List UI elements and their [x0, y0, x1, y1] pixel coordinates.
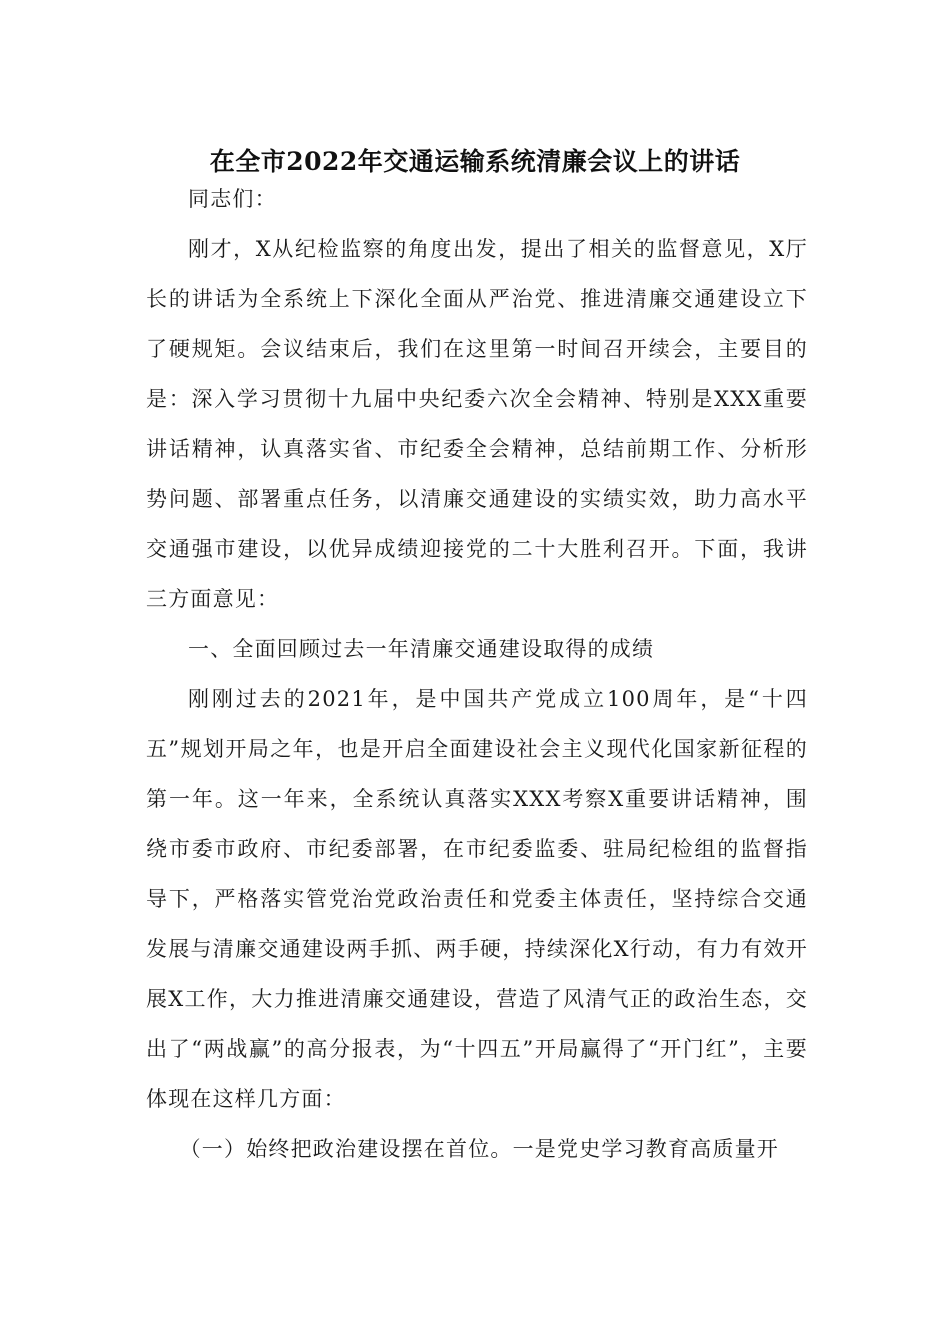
paragraph-intro: 刚才，X从纪检监察的角度出发，提出了相关的监督意见，X厅长的讲话为全系统上下深化全面从严治党、推进清廉交通建设立下了硬规矩。会议结束后，我们在这里第一时间召开续会，主要目的是：深入学习贯彻十九届中央纪委六次全会精神、特别是XXX重要讲话精神，认真落实省、市纪委全会精神，总结前期工作、分析形势问题、部署重点任务，以清廉交通建设的实绩实效，助力高水平交通强市建设，以优异成绩迎接党的二十大胜利召开。下面，我讲三方面意见：: [146, 237, 808, 611]
paragraph-review: 刚刚过去的2021年，是中国共产党成立100周年，是“十四五”规划开局之年，也是开启全面建设社会主义现代化国家新征程的第一年。这一年来，全系统认真落实XXX考察X重要讲话精神，围绕市委市政府、市纪委部署，在市纪委监委、驻局纪检组的监督指导下，严格落实管党治党政治责任和党委主体责任，坚持综合交通发展与清廉交通建设两手抓、两手硬，持续深化X行动，有力有效开展X工作，大力推进清廉交通建设，营造了风清气正的政治生态，交出了“两战赢”的高分报表，为“十四五”开局赢得了“开门红”，主要体现在这样几方面：: [146, 687, 808, 1111]
document-body: [146, 174, 808, 1174]
section-heading: 一、全面回顾过去一年清廉交通建设取得的成绩: [188, 637, 655, 661]
document-title: 在全市2022年交通运输系统清廉会议上的讲话: [209, 147, 741, 176]
greeting: 同志们：: [188, 187, 277, 211]
subsection-line: （一）始终把政治建设摆在首位。一是党史学习教育高质量开: [179, 1137, 779, 1161]
